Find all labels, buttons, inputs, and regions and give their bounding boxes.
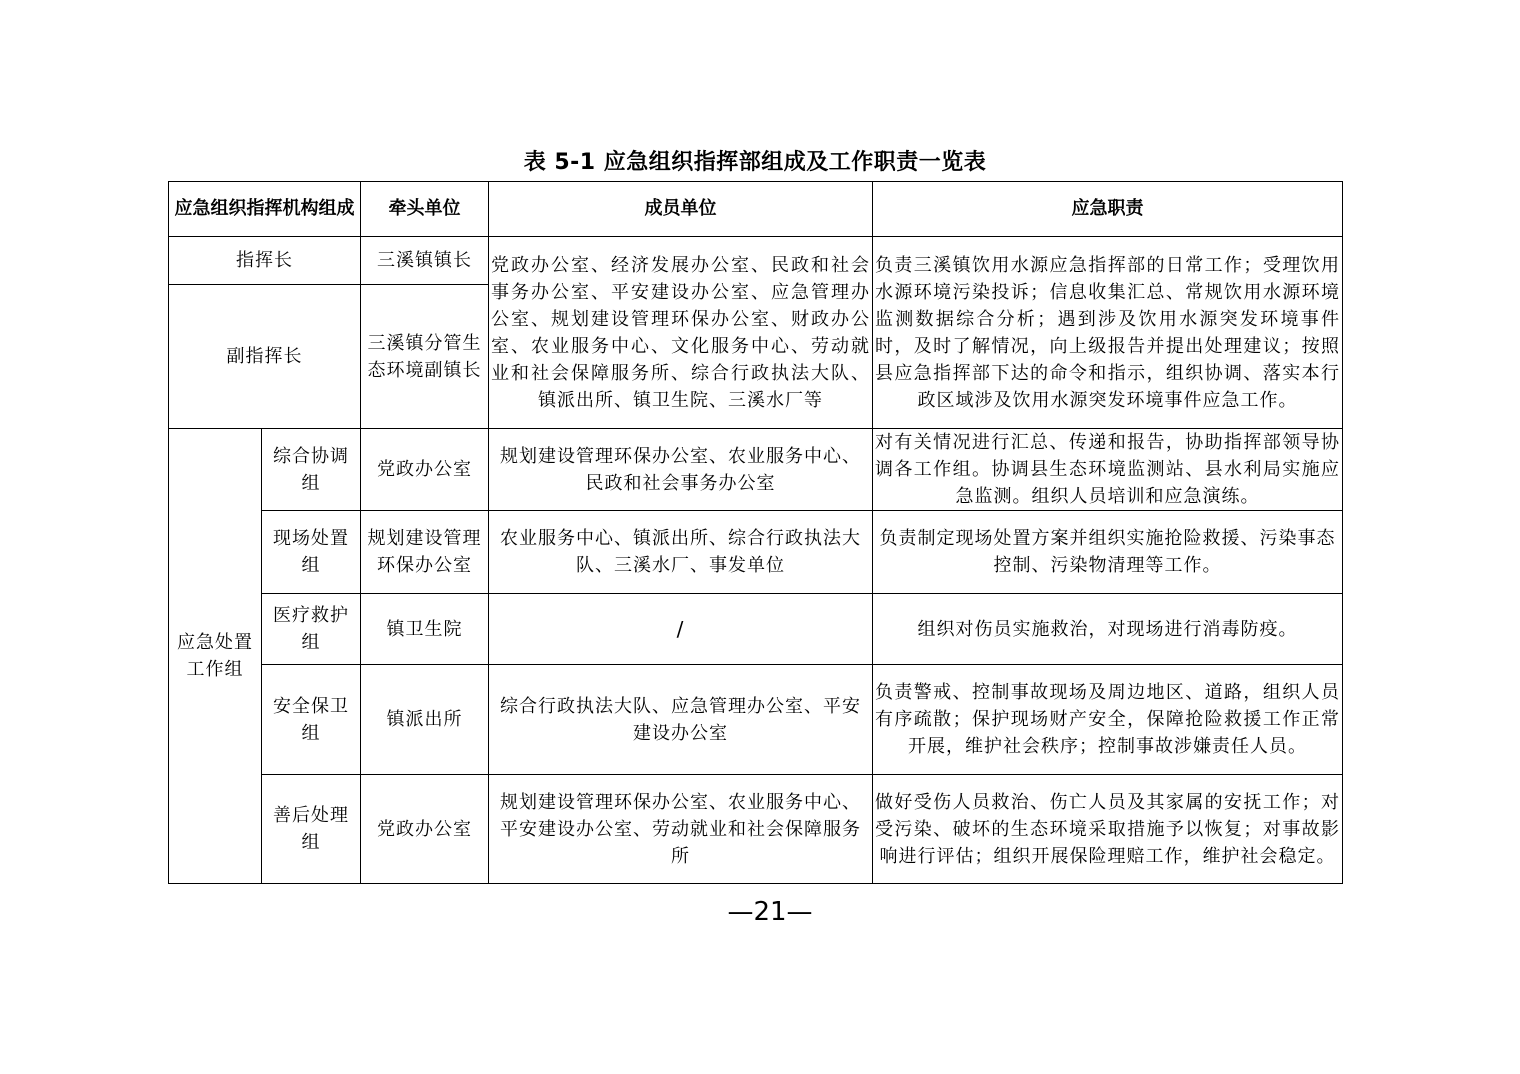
table-title: 表 5-1 应急组织指挥部组成及工作职责一览表 (523, 150, 987, 175)
group-duty: 负责警戒、控制事故现场及周边地区、道路，组织人员有序疏散；保护现场财产安全，保障抢险救援工作正常开展，维护社会秩序；控制事故涉嫌责任人员。 (873, 665, 1343, 775)
group-name: 安全保卫组 (262, 665, 361, 775)
group-duty: 组织对伤员实施救治，对现场进行消毒防疫。 (873, 594, 1343, 665)
commander-lead: 三溪镇镇长 (361, 237, 489, 285)
group-name: 医疗救护组 (262, 594, 361, 665)
group-lead: 党政办公室 (361, 429, 489, 511)
deputy-lead: 三溪镇分管生态环境副镇长 (361, 285, 489, 429)
commander-role: 指挥长 (169, 237, 361, 285)
group-name: 善后处理组 (262, 775, 361, 884)
page-number: —21— (727, 897, 813, 927)
header-duty: 应急职责 (873, 182, 1343, 237)
group-members: 规划建设管理环保办公室、农业服务中心、平安建设办公室、劳动就业和社会保障服务所 (489, 775, 873, 884)
group-members: 综合行政执法大队、应急管理办公室、平安建设办公室 (489, 665, 873, 775)
group-members: / (489, 594, 873, 665)
group-label: 应急处置工作组 (169, 429, 262, 884)
table-row (169, 594, 1343, 665)
header-row (169, 182, 1343, 237)
group-duty: 负责制定现场处置方案并组织实施抢险救援、污染事态控制、污染物清理等工作。 (873, 511, 1343, 594)
duty-table (168, 181, 1343, 884)
group-lead: 规划建设管理环保办公室 (361, 511, 489, 594)
header-members: 成员单位 (489, 182, 873, 237)
group-lead: 镇卫生院 (361, 594, 489, 665)
header-lead: 牵头单位 (361, 182, 489, 237)
commander-members: 党政办公室、经济发展办公室、民政和社会事务办公室、平安建设办公室、应急管理办公室、规划建设管理环保办公室、财政办公室、农业服务中心、文化服务中心、劳动就业和社会保障服务所、综合行政执法大队、镇派出所、镇卫生院、三溪水厂等 (489, 237, 873, 429)
deputy-role: 副指挥长 (169, 285, 361, 429)
group-duty: 对有关情况进行汇总、传递和报告，协助指挥部领导协调各工作组。协调县生态环境监测站、县水利局实施应急监测。组织人员培训和应急演练。 (873, 429, 1343, 511)
table-row (169, 775, 1343, 884)
table-row (169, 237, 1343, 285)
group-members: 规划建设管理环保办公室、农业服务中心、民政和社会事务办公室 (489, 429, 873, 511)
group-lead: 镇派出所 (361, 665, 489, 775)
table-row (169, 429, 1343, 511)
group-name: 综合协调组 (262, 429, 361, 511)
commander-duty: 负责三溪镇饮用水源应急指挥部的日常工作；受理饮用水源环境污染投诉；信息收集汇总、常规饮用水源环境监测数据综合分析；遇到涉及饮用水源突发环境事件时，及时了解情况，向上级报告并提出处理建议；按照县应急指挥部下达的命令和指示，组织协调、落实本行政区域涉及饮用水源突发环境事件应急工作。 (873, 237, 1343, 429)
table-row (169, 665, 1343, 775)
group-name: 现场处置组 (262, 511, 361, 594)
group-lead: 党政办公室 (361, 775, 489, 884)
header-org: 应急组织指挥机构组成 (169, 182, 361, 237)
group-members: 农业服务中心、镇派出所、综合行政执法大队、三溪水厂、事发单位 (489, 511, 873, 594)
group-duty: 做好受伤人员救治、伤亡人员及其家属的安抚工作；对受污染、破坏的生态环境采取措施予以恢复；对事故影响进行评估；组织开展保险理赔工作，维护社会稳定。 (873, 775, 1343, 884)
table-row (169, 511, 1343, 594)
